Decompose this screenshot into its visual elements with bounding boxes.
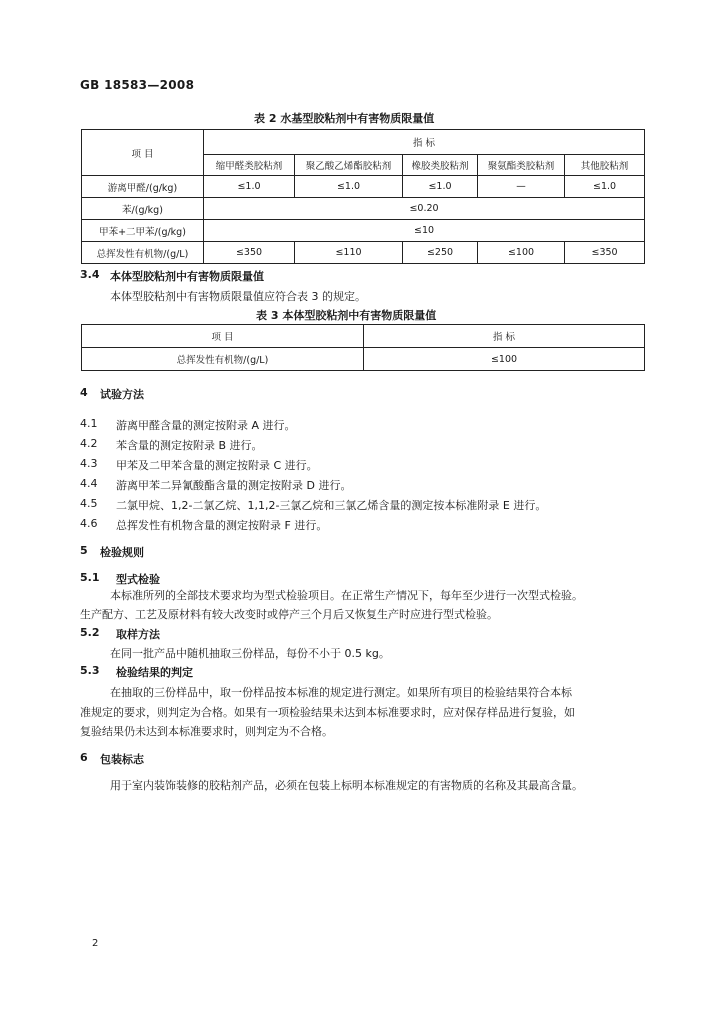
paragraph-line: 用于室内装饰装修的胶粘剂产品，必须在包装上标明本标准规定的有害物质的名称及其最高含量。 — [110, 779, 583, 792]
table2 — [81, 129, 645, 264]
table-row — [82, 220, 645, 242]
paragraph-line: 生产配方、工艺及原材料有较大改变时或停产三个月后又恢复生产时应进行型式检验。 — [80, 608, 498, 621]
section-5-1-title: 型式检验 — [116, 573, 160, 586]
row-label: 游离甲醛/(g/kg) — [82, 176, 204, 198]
section-6-number: 6 — [80, 751, 88, 764]
item-text: 苯含量的测定按附录 B 进行。 — [116, 439, 263, 452]
item-number: 4.6 — [80, 517, 98, 530]
table3-caption: 表 3 本体型胶粘剂中有害物质限量值 — [256, 309, 437, 322]
row-label: 苯/(g/kg) — [82, 198, 204, 220]
cell: ≤1.0 — [204, 176, 295, 198]
section-5-1-number: 5.1 — [80, 571, 100, 584]
item-number: 4.1 — [80, 417, 98, 430]
item-text: 游离甲苯二异氰酸酯含量的测定按附录 D 进行。 — [116, 479, 352, 492]
cell: — — [478, 176, 565, 198]
cell: ≤1.0 — [403, 176, 478, 198]
table2-caption: 表 2 水基型胶粘剂中有害物质限量值 — [254, 112, 435, 125]
cell: ≤1.0 — [295, 176, 403, 198]
section-5-3-title: 检验结果的判定 — [116, 666, 193, 679]
cell: ≤250 — [403, 242, 478, 264]
item-number: 4.5 — [80, 497, 98, 510]
cell-merged: ≤0.20 — [204, 198, 645, 220]
section-3-4-number: 3.4 — [80, 268, 100, 281]
cell-merged: ≤10 — [204, 220, 645, 242]
section-4-title: 试验方法 — [100, 388, 144, 401]
standard-code: GB 18583—2008 — [80, 78, 195, 92]
table2-subhead: 其他胶粘剂 — [565, 155, 645, 176]
cell: ≤100 — [364, 348, 645, 371]
paragraph-line: 在同一批产品中随机抽取三份样品，每份不小于 0.5 kg。 — [110, 647, 390, 660]
section-5-title: 检验规则 — [100, 546, 144, 559]
section-3-4-title: 本体型胶粘剂中有害物质限量值 — [110, 270, 264, 283]
row-label: 甲苯+二甲苯/(g/kg) — [82, 220, 204, 242]
table2-header-index: 指 标 — [204, 130, 645, 155]
paragraph-line: 本标准所列的全部技术要求均为型式检验项目。在正常生产情况下，每年至少进行一次型式检验。 — [110, 589, 583, 602]
item-text: 总挥发性有机物含量的测定按附录 F 进行。 — [116, 519, 328, 532]
table3-header-index: 指 标 — [364, 325, 645, 348]
paragraph-line: 准规定的要求，则判定为合格。如果有一项检验结果未达到本标准要求时，应对保存样品进行复验，如 — [80, 706, 575, 719]
table3 — [81, 324, 645, 371]
cell: ≤110 — [295, 242, 403, 264]
item-number: 4.4 — [80, 477, 98, 490]
table3-header-item: 项 目 — [82, 325, 364, 348]
section-5-number: 5 — [80, 544, 88, 557]
item-text: 二氯甲烷、1,2-二氯乙烷、1,1,2-三氯乙烷和三氯乙烯含量的测定按本标准附录 E 进行。 — [116, 499, 547, 512]
cell: ≤100 — [478, 242, 565, 264]
page-number: 2 — [92, 938, 99, 949]
row-label: 总挥发性有机物/(g/L) — [82, 242, 204, 264]
section-6-title: 包装标志 — [100, 753, 144, 766]
table-row — [82, 242, 645, 264]
table-row — [82, 348, 645, 371]
section-5-3-number: 5.3 — [80, 664, 100, 677]
item-number: 4.2 — [80, 437, 98, 450]
item-text: 甲苯及二甲苯含量的测定按附录 C 进行。 — [116, 459, 318, 472]
table2-subhead: 聚乙酸乙烯酯胶粘剂 — [295, 155, 403, 176]
cell: ≤1.0 — [565, 176, 645, 198]
paragraph-line: 复验结果仍未达到本标准要求时，则判定为不合格。 — [80, 725, 333, 738]
table2-header-item: 项 目 — [82, 130, 204, 176]
section-3-4-text: 本体型胶粘剂中有害物质限量值应符合表 3 的规定。 — [110, 290, 366, 303]
section-5-2-title: 取样方法 — [116, 628, 160, 641]
item-number: 4.3 — [80, 457, 98, 470]
cell: ≤350 — [565, 242, 645, 264]
row-label: 总挥发性有机物/(g/L) — [82, 348, 364, 371]
table2-subhead: 橡胶类胶粘剂 — [403, 155, 478, 176]
table-row — [82, 198, 645, 220]
item-text: 游离甲醛含量的测定按附录 A 进行。 — [116, 419, 296, 432]
paragraph-line: 在抽取的三份样品中，取一份样品按本标准的规定进行测定。如果所有项目的检验结果符合本标 — [110, 686, 572, 699]
cell: ≤350 — [204, 242, 295, 264]
table2-subhead: 缩甲醛类胶粘剂 — [204, 155, 295, 176]
section-5-2-number: 5.2 — [80, 626, 100, 639]
table-row — [82, 176, 645, 198]
table2-subhead: 聚氨酯类胶粘剂 — [478, 155, 565, 176]
section-4-number: 4 — [80, 386, 88, 399]
